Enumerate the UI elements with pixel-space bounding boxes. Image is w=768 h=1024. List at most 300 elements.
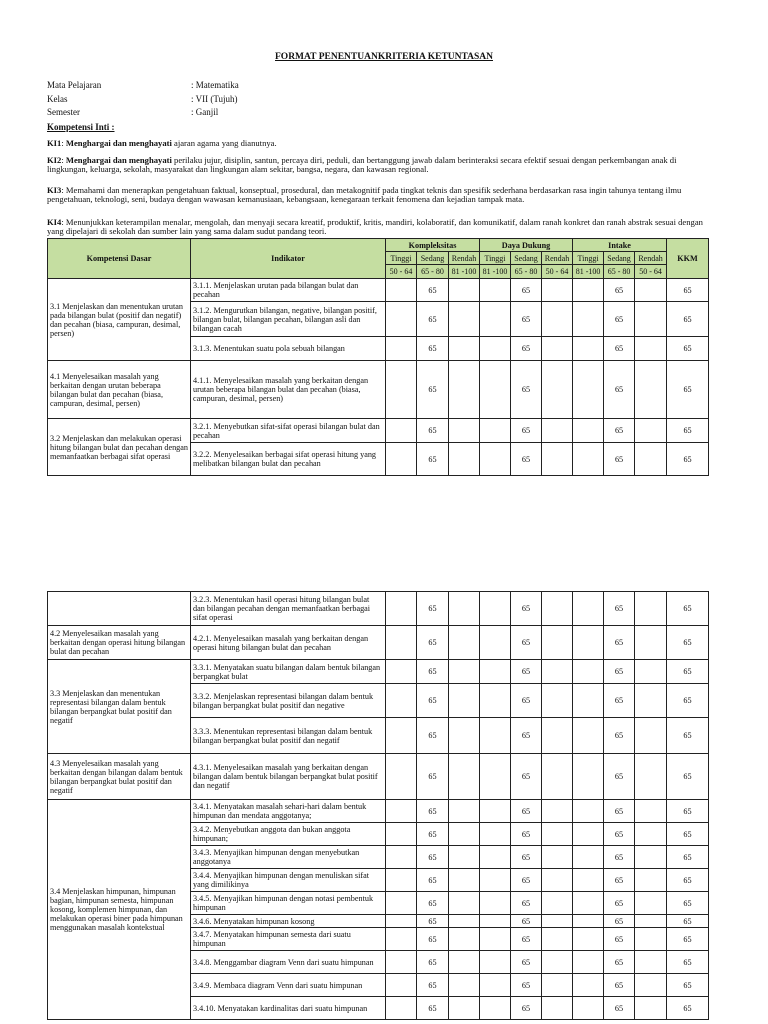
score-cell: 65	[604, 928, 635, 951]
score-cell: 65	[511, 626, 542, 660]
meta-value: : Ganjil	[191, 107, 219, 117]
empty-score-cell	[635, 928, 667, 951]
table-row	[48, 754, 709, 800]
empty-score-cell	[480, 823, 511, 846]
kkm-cell: 65	[667, 754, 709, 800]
score-cell: 65	[604, 684, 635, 718]
subheader-rendah: Rendah	[542, 252, 573, 265]
kkm-cell: 65	[667, 626, 709, 660]
empty-score-cell	[386, 660, 417, 684]
score-cell: 65	[604, 361, 635, 419]
meta-value: : VII (Tujuh)	[191, 94, 238, 104]
empty-score-cell	[542, 892, 573, 915]
empty-score-cell	[449, 951, 480, 974]
table-row	[48, 279, 709, 302]
ki1-paragraph: KI1: Menghargai dan menghayati ajaran agama yang dianutnya.	[47, 138, 277, 148]
indikator-cell: 3.2.1. Menyebutkan sifat-sifat operasi bilangan bulat dan pecahan	[191, 419, 386, 443]
empty-score-cell	[542, 684, 573, 718]
document-title: FORMAT PENENTUANKRITERIA KETUNTASAN	[275, 52, 493, 62]
empty-score-cell	[573, 951, 604, 974]
score-cell: 65	[604, 951, 635, 974]
score-cell: 65	[511, 997, 542, 1020]
subheader-tinggi: Tinggi	[386, 252, 417, 265]
score-cell: 65	[511, 869, 542, 892]
score-cell: 65	[604, 974, 635, 997]
score-cell: 65	[604, 337, 635, 361]
empty-score-cell	[480, 660, 511, 684]
kompetensi-dasar-cell: 4.2 Menyelesaikan masalah yang berkaitan dengan operasi hitung bilangan bulat dan pecahan	[48, 626, 191, 660]
kkm-cell: 65	[667, 718, 709, 754]
empty-score-cell	[635, 846, 667, 869]
kompetensi-inti-heading: Kompetensi Inti :	[47, 122, 115, 132]
header-kompleksitas: Kompleksitas	[386, 239, 480, 252]
score-cell: 65	[511, 718, 542, 754]
empty-score-cell	[573, 892, 604, 915]
empty-score-cell	[542, 419, 573, 443]
ki-label: KI1	[47, 138, 62, 148]
range-label: 81 -100	[449, 265, 480, 279]
empty-score-cell	[542, 626, 573, 660]
indikator-cell: 3.4.4. Menyajikan himpunan dengan menuliskan sifat yang dimilikinya	[191, 869, 386, 892]
empty-score-cell	[480, 718, 511, 754]
empty-score-cell	[386, 951, 417, 974]
score-cell: 65	[417, 928, 449, 951]
ki3-paragraph: KI3: Memahami dan menerapkan pengetahuan faktual, konseptual, prosedural, dan metakognitif pada tingkat teknis dan spesifik sederhana berdasarkan rasa ingin tahunya tentang ilmu pengetahuan, teknologi, seni, budaya dengan wawasan kemanusiaan, kebangsaan, kenegaraan terkait fenomena dan kejadian tampak mata.	[47, 185, 682, 205]
empty-score-cell	[386, 974, 417, 997]
empty-score-cell	[480, 302, 511, 337]
ki-text: Memahami dan menerapkan pengetahuan faktual, konseptual, prosedural, dan metakognitif pada tingkat teknis dan spesifik sederhana berdasarkan rasa ingin tahunya tentang ilmu pengetahuan, teknologi, seni, budaya dengan wawasan kemanusiaan, kebangsaan, kenegaraan terkait fenomena dan kejadian tampak mata.	[47, 185, 682, 205]
empty-score-cell	[573, 419, 604, 443]
score-cell: 65	[604, 302, 635, 337]
empty-score-cell	[386, 915, 417, 928]
indikator-cell: 3.4.1. Menyatakan masalah sehari-hari dalam bentuk himpunan dan mendata anggotanya;	[191, 800, 386, 823]
empty-score-cell	[480, 846, 511, 869]
empty-score-cell	[635, 361, 667, 419]
header-kompetensi-dasar: Kompetensi Dasar	[48, 239, 191, 279]
empty-score-cell	[480, 997, 511, 1020]
table-body	[48, 592, 709, 1020]
empty-score-cell	[542, 951, 573, 974]
empty-score-cell	[480, 279, 511, 302]
empty-score-cell	[573, 626, 604, 660]
range-label: 65 - 80	[511, 265, 542, 279]
empty-score-cell	[386, 823, 417, 846]
empty-score-cell	[635, 800, 667, 823]
empty-score-cell	[449, 928, 480, 951]
kkm-cell: 65	[667, 592, 709, 626]
empty-score-cell	[480, 754, 511, 800]
score-cell: 65	[604, 419, 635, 443]
indikator-cell: 3.4.7. Menyatakan himpunan semesta dari suatu himpunan	[191, 928, 386, 951]
empty-score-cell	[480, 684, 511, 718]
empty-score-cell	[635, 997, 667, 1020]
empty-score-cell	[449, 361, 480, 419]
ki-text: Menunjukkan keterampilan menalar, mengolah, dan menyaji secara kreatif, produktif, kritis, mandiri, kolaboratif, dan komunikatif, dalam ranah konkret dan ranah abstrak sesuai dengan yang dipelajari di sekolah dan sumber lain yang sama dalam sudut pandang teori.	[47, 217, 703, 237]
empty-score-cell	[386, 443, 417, 476]
indikator-cell: 3.4.3. Menyajikan himpunan dengan menyebutkan anggotanya	[191, 846, 386, 869]
kkm-cell: 65	[667, 869, 709, 892]
ki-label: KI3	[47, 185, 62, 195]
kkm-cell: 65	[667, 660, 709, 684]
score-cell: 65	[417, 626, 449, 660]
empty-score-cell	[386, 800, 417, 823]
indikator-cell: 3.4.10. Menyatakan kardinalitas dari suatu himpunan	[191, 997, 386, 1020]
range-label: 81 -100	[573, 265, 604, 279]
range-label: 50 - 64	[635, 265, 667, 279]
empty-score-cell	[635, 626, 667, 660]
score-cell: 65	[511, 823, 542, 846]
empty-score-cell	[635, 869, 667, 892]
indikator-cell: 3.3.3. Menentukan representasi bilangan dalam bentuk bilangan berpangkat bulat positif dan negatif	[191, 718, 386, 754]
table-row	[48, 800, 709, 823]
empty-score-cell	[542, 361, 573, 419]
score-cell: 65	[511, 443, 542, 476]
empty-score-cell	[386, 997, 417, 1020]
score-cell: 65	[604, 660, 635, 684]
score-cell: 65	[604, 800, 635, 823]
meta-value: : Matematika	[191, 80, 239, 90]
empty-score-cell	[386, 718, 417, 754]
score-cell: 65	[417, 754, 449, 800]
empty-score-cell	[635, 684, 667, 718]
indikator-cell: 3.1.3. Menentukan suatu pola sebuah bilangan	[191, 337, 386, 361]
empty-score-cell	[449, 337, 480, 361]
empty-score-cell	[542, 928, 573, 951]
range-label: 81 -100	[480, 265, 511, 279]
kkm-cell: 65	[667, 915, 709, 928]
score-cell: 65	[417, 718, 449, 754]
kkm-cell: 65	[667, 419, 709, 443]
empty-score-cell	[449, 754, 480, 800]
score-cell: 65	[604, 626, 635, 660]
ki-text: ajaran agama yang dianutnya.	[171, 138, 277, 148]
empty-score-cell	[480, 951, 511, 974]
empty-score-cell	[573, 361, 604, 419]
empty-score-cell	[635, 419, 667, 443]
empty-score-cell	[542, 846, 573, 869]
empty-score-cell	[573, 997, 604, 1020]
empty-score-cell	[573, 279, 604, 302]
kkm-table-page-1	[47, 238, 709, 476]
score-cell: 65	[417, 800, 449, 823]
score-cell: 65	[417, 974, 449, 997]
empty-score-cell	[573, 302, 604, 337]
kkm-cell: 65	[667, 823, 709, 846]
score-cell: 65	[604, 997, 635, 1020]
subheader-tinggi: Tinggi	[573, 252, 604, 265]
kompetensi-dasar-cell	[48, 592, 191, 626]
empty-score-cell	[386, 892, 417, 915]
score-cell: 65	[417, 951, 449, 974]
empty-score-cell	[635, 974, 667, 997]
empty-score-cell	[449, 800, 480, 823]
empty-score-cell	[542, 915, 573, 928]
empty-score-cell	[542, 718, 573, 754]
kkm-cell: 65	[667, 684, 709, 718]
empty-score-cell	[573, 684, 604, 718]
empty-score-cell	[386, 592, 417, 626]
indikator-cell: 3.4.9. Membaca diagram Venn dari suatu himpunan	[191, 974, 386, 997]
indikator-cell: 3.4.8. Menggambar diagram Venn dari suatu himpunan	[191, 951, 386, 974]
empty-score-cell	[480, 443, 511, 476]
empty-score-cell	[542, 997, 573, 1020]
kkm-table-page-2	[47, 591, 709, 1020]
empty-score-cell	[635, 892, 667, 915]
indikator-cell: 3.2.2. Menyelesaikan berbagai sifat operasi hitung yang melibatkan bilangan bulat dan pecahan	[191, 443, 386, 476]
empty-score-cell	[542, 279, 573, 302]
empty-score-cell	[449, 718, 480, 754]
empty-score-cell	[542, 337, 573, 361]
kompetensi-dasar-cell: 4.1 Menyelesaikan masalah yang berkaitan dengan urutan beberapa bilangan bulat dan pecahan (biasa, campuran, desimal, persen)	[48, 361, 191, 419]
empty-score-cell	[542, 823, 573, 846]
empty-score-cell	[635, 718, 667, 754]
empty-score-cell	[386, 361, 417, 419]
indikator-cell: 4.1.1. Menyelesaikan masalah yang berkaitan dengan urutan beberapa bilangan bulat dan pecahan (biasa, campuran, desimal, persen)	[191, 361, 386, 419]
range-label: 65 - 80	[417, 265, 449, 279]
kkm-cell: 65	[667, 279, 709, 302]
empty-score-cell	[449, 846, 480, 869]
empty-score-cell	[635, 754, 667, 800]
score-cell: 65	[417, 823, 449, 846]
empty-score-cell	[635, 951, 667, 974]
score-cell: 65	[604, 443, 635, 476]
empty-score-cell	[480, 337, 511, 361]
header-daya-dukung: Daya Dukung	[480, 239, 573, 252]
header-indikator: Indikator	[191, 239, 386, 279]
kkm-cell: 65	[667, 997, 709, 1020]
meta-label: Kelas	[47, 94, 68, 104]
table-row	[48, 361, 709, 419]
ki2-paragraph: KI2: Menghargai dan menghayati perilaku jujur, disiplin, santun, percaya diri, peduli, dan bertanggung jawab dalam berinteraksi secara efektif sesuai dengan perkembangan anak di lingkungan, keluarga, sekolah, masyarakat dan lingkungan alam sekitar, bangsa, negara, dan kawasan regional.	[47, 155, 677, 175]
kkm-cell: 65	[667, 800, 709, 823]
empty-score-cell	[480, 869, 511, 892]
empty-score-cell	[449, 823, 480, 846]
empty-score-cell	[480, 419, 511, 443]
kkm-cell: 65	[667, 928, 709, 951]
score-cell: 65	[604, 592, 635, 626]
header-kkm: KKM	[667, 239, 709, 279]
empty-score-cell	[542, 754, 573, 800]
empty-score-cell	[573, 443, 604, 476]
score-cell: 65	[417, 592, 449, 626]
score-cell: 65	[604, 915, 635, 928]
empty-score-cell	[573, 660, 604, 684]
score-cell: 65	[511, 951, 542, 974]
empty-score-cell	[635, 592, 667, 626]
empty-score-cell	[386, 846, 417, 869]
empty-score-cell	[449, 279, 480, 302]
empty-score-cell	[573, 823, 604, 846]
subheader-tinggi: Tinggi	[480, 252, 511, 265]
kompetensi-dasar-cell: 3.4 Menjelaskan himpunan, himpunan bagian, himpunan semesta, himpunan kosong, komplemen himpunan, dan melakukan operasi biner pada himpunan menggunakan masalah kontekstual	[48, 800, 191, 1020]
kompetensi-dasar-cell: 4.3 Menyelesaikan masalah yang berkaitan dengan bilangan dalam bentuk bilangan berpangkat bulat positif dan negatif	[48, 754, 191, 800]
empty-score-cell	[386, 869, 417, 892]
ki4-paragraph: KI4: Menunjukkan keterampilan menalar, mengolah, dan menyaji secara kreatif, produktif, kritis, mandiri, kolaboratif, dan komunikatif, dalam ranah konkret dan ranah abstrak sesuai dengan yang dipelajari di sekolah dan sumber lain yang sama dalam sudut pandang teori.	[47, 217, 703, 237]
kkm-cell: 65	[667, 951, 709, 974]
empty-score-cell	[449, 302, 480, 337]
table-row	[48, 660, 709, 684]
ki-bold-text: Menghargai dan menghayati	[65, 155, 172, 165]
empty-score-cell	[480, 915, 511, 928]
score-cell: 65	[511, 361, 542, 419]
empty-score-cell	[573, 915, 604, 928]
empty-score-cell	[542, 443, 573, 476]
score-cell: 65	[417, 892, 449, 915]
empty-score-cell	[542, 302, 573, 337]
score-cell: 65	[417, 846, 449, 869]
subheader-sedang: Sedang	[511, 252, 542, 265]
score-cell: 65	[604, 869, 635, 892]
score-cell: 65	[511, 592, 542, 626]
score-cell: 65	[417, 361, 449, 419]
subheader-rendah: Rendah	[635, 252, 667, 265]
empty-score-cell	[480, 892, 511, 915]
indikator-cell: 3.4.2. Menyebutkan anggota dan bukan anggota himpunan;	[191, 823, 386, 846]
score-cell: 65	[417, 279, 449, 302]
table-row	[48, 592, 709, 626]
subheader-sedang: Sedang	[604, 252, 635, 265]
empty-score-cell	[449, 684, 480, 718]
empty-score-cell	[386, 626, 417, 660]
range-label: 50 - 64	[542, 265, 573, 279]
indikator-cell: 3.1.1. Menjelaskan urutan pada bilangan bulat dan pecahan	[191, 279, 386, 302]
empty-score-cell	[449, 997, 480, 1020]
empty-score-cell	[449, 660, 480, 684]
kkm-cell: 65	[667, 974, 709, 997]
kompetensi-dasar-cell: 3.2 Menjelaskan dan melakukan operasi hitung bilangan bulat dan pecahan dengan memanfaatkan berbagai sifat operasi	[48, 419, 191, 476]
empty-score-cell	[635, 443, 667, 476]
empty-score-cell	[573, 800, 604, 823]
subheader-sedang: Sedang	[417, 252, 449, 265]
empty-score-cell	[386, 419, 417, 443]
score-cell: 65	[417, 660, 449, 684]
empty-score-cell	[449, 626, 480, 660]
range-label: 50 - 64	[386, 265, 417, 279]
kkm-cell: 65	[667, 892, 709, 915]
score-cell: 65	[417, 337, 449, 361]
score-cell: 65	[417, 419, 449, 443]
score-cell: 65	[604, 718, 635, 754]
empty-score-cell	[542, 869, 573, 892]
empty-score-cell	[542, 974, 573, 997]
subheader-rendah: Rendah	[449, 252, 480, 265]
score-cell: 65	[511, 754, 542, 800]
score-cell: 65	[511, 928, 542, 951]
score-cell: 65	[417, 869, 449, 892]
score-cell: 65	[511, 684, 542, 718]
score-cell: 65	[511, 800, 542, 823]
score-cell: 65	[511, 337, 542, 361]
empty-score-cell	[386, 928, 417, 951]
indikator-cell: 3.4.5. Menyajikan himpunan dengan notasi pembentuk himpunan	[191, 892, 386, 915]
empty-score-cell	[449, 869, 480, 892]
empty-score-cell	[386, 684, 417, 718]
ki-label: KI2	[47, 155, 62, 165]
indikator-cell: 3.1.2. Mengurutkan bilangan, negative, bilangan positif, bilangan bulat, bilangan pecahan, bilangan asli dan bilangan cacah	[191, 302, 386, 337]
score-cell: 65	[511, 660, 542, 684]
empty-score-cell	[386, 279, 417, 302]
meta-label: Mata Pelajaran	[47, 80, 102, 90]
score-cell: 65	[511, 892, 542, 915]
indikator-cell: 3.3.2. Menjelaskan representasi bilangan dalam bentuk bilangan berpangkat bulat positif dan negative	[191, 684, 386, 718]
empty-score-cell	[635, 279, 667, 302]
range-label: 65 - 80	[604, 265, 635, 279]
empty-score-cell	[386, 302, 417, 337]
empty-score-cell	[573, 974, 604, 997]
meta-label: Semester	[47, 107, 80, 117]
empty-score-cell	[542, 592, 573, 626]
empty-score-cell	[386, 754, 417, 800]
score-cell: 65	[511, 974, 542, 997]
empty-score-cell	[542, 800, 573, 823]
table-body	[48, 279, 709, 476]
indikator-cell: 4.2.1. Menyelesaikan masalah yang berkaitan dengan operasi hitung bilangan bulat dan pecahan	[191, 626, 386, 660]
empty-score-cell	[480, 592, 511, 626]
kkm-cell: 65	[667, 443, 709, 476]
kkm-cell: 65	[667, 337, 709, 361]
empty-score-cell	[480, 361, 511, 419]
table-row	[48, 626, 709, 660]
score-cell: 65	[604, 754, 635, 800]
empty-score-cell	[635, 823, 667, 846]
score-cell: 65	[417, 302, 449, 337]
empty-score-cell	[449, 592, 480, 626]
score-cell: 65	[511, 846, 542, 869]
score-cell: 65	[417, 684, 449, 718]
header-intake: Intake	[573, 239, 667, 252]
score-cell: 65	[604, 846, 635, 869]
score-cell: 65	[511, 279, 542, 302]
score-cell: 65	[417, 997, 449, 1020]
table-row	[48, 419, 709, 443]
empty-score-cell	[573, 754, 604, 800]
empty-score-cell	[635, 660, 667, 684]
score-cell: 65	[417, 915, 449, 928]
indikator-cell: 4.3.1. Menyelesaikan masalah yang berkaitan dengan bilangan dalam bentuk bilangan berpangkat bulat positif dan negatif	[191, 754, 386, 800]
kkm-cell: 65	[667, 361, 709, 419]
score-cell: 65	[604, 279, 635, 302]
empty-score-cell	[573, 718, 604, 754]
score-cell: 65	[511, 915, 542, 928]
kkm-cell: 65	[667, 846, 709, 869]
score-cell: 65	[511, 302, 542, 337]
empty-score-cell	[449, 443, 480, 476]
empty-score-cell	[480, 974, 511, 997]
empty-score-cell	[449, 892, 480, 915]
ki-bold-text: Menghargai dan menghayati	[65, 138, 172, 148]
empty-score-cell	[573, 592, 604, 626]
empty-score-cell	[573, 869, 604, 892]
empty-score-cell	[449, 419, 480, 443]
empty-score-cell	[480, 928, 511, 951]
ki-label: KI4	[47, 217, 62, 227]
kompetensi-dasar-cell: 3.3 Menjelaskan dan menentukan representasi bilangan dalam bentuk bilangan berpangkat bulat positif dan negatif	[48, 660, 191, 754]
kkm-cell: 65	[667, 302, 709, 337]
ki-text: perilaku jujur, disiplin, santun, percaya diri, peduli, dan bertanggung jawab dalam berinteraksi secara efektif sesuai dengan perkembangan anak di lingkungan, keluarga, sekolah, masyarakat dan lingkungan alam sekitar, bangsa, negara, dan kawasan regional.	[47, 155, 677, 175]
empty-score-cell	[635, 337, 667, 361]
empty-score-cell	[573, 337, 604, 361]
score-cell: 65	[511, 419, 542, 443]
indikator-cell: 3.3.1. Menyatakan suatu bilangan dalam bentuk bilangan berpangkat bulat	[191, 660, 386, 684]
empty-score-cell	[542, 660, 573, 684]
empty-score-cell	[449, 974, 480, 997]
empty-score-cell	[635, 915, 667, 928]
indikator-cell: 3.4.6. Menyatakan himpunan kosong	[191, 915, 386, 928]
indikator-cell: 3.2.3. Menentukan hasil operasi hitung bilangan bulat dan bilangan pecahan dengan memanfaatkan berbagai sifat operasi	[191, 592, 386, 626]
empty-score-cell	[573, 928, 604, 951]
empty-score-cell	[573, 846, 604, 869]
empty-score-cell	[635, 302, 667, 337]
